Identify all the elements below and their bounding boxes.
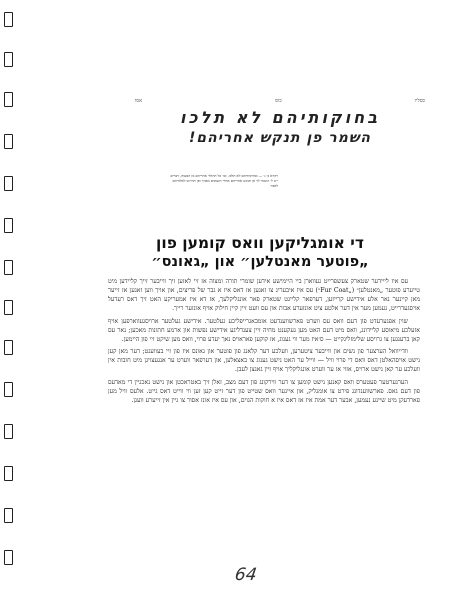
binder-hole — [4, 260, 13, 275]
body-paragraph: שוין אפגערעדט פון דעם וואס עס ווערט פארשווענדעט אומבאגרייפליכע געלטער. אידישע געלטער ארויסגעווארפען אויף אזעלכע מיאוסע קליידונג, וואס מיט דעם האט מען געקענט מחיה זיין צענדליגע אידישע נפשות און ארמע חתונות מאכען; נאר עס קאן ברענגען צו גרויסע שלימזליגקייט — ס׳איז מער ווי גענוג, אז קוקען פאראויס נאך יעדע פרוי, וואס מען שיקט זיי פון היימען. — [108, 317, 420, 343]
binder-hole — [4, 52, 13, 67]
binder-hole — [4, 424, 13, 439]
body-paragraph: הערנערטער פעטערס וואס קאנען נישט קומען צו דער ווירקונג פון דעם מצב, זאלן זיך באטראכטן און נישט נאכגיין די מאדעס פון דעם גאס. פארשווענדונג פירט צו אומגליק, און איינער וואס שטייט פון דער זייט קען זען ווי ווייט דאס גייט. אלעס וויל מען פארדעקן מיט שיינע נעמען, אבער דער אמת איז אז דאס איז א חוקות הגוים, און עס איז אונז אסור צו גיין אין זייערע וועגן. — [108, 378, 420, 404]
binder-hole — [4, 92, 13, 107]
header-label: אסו — [135, 98, 143, 104]
body-paragraph: עס איז לייידער שטארק צעשפרייט געווארן ביי היימישע אידען שומרי תורה ומצוה אז זיי לאזען זיך ווייבער זייך קליידען מיט טייערע פוטער „מאנטלען״ („Fur Coat״) עס איז איבעריג צו זאגען אז דאס איז א גבר של פריצים, און אויך ווען זאגען אז זייער מאן קיינער נאר אלע אידישע קרייזען, דערפאר קלייגט שטארק פאר אונגליקלעך, אז דא איז אמעריקע האט זיך דאס רעדעל אויסגעדרייט, נעמען מער אין דער אלטע ציט אונזערע אבות און עס וועט זיין קיין חילוק אויף אונזער רייך. — [108, 278, 420, 313]
binder-hole — [4, 12, 13, 27]
binder-hole — [4, 466, 13, 481]
binder-hole — [4, 382, 13, 397]
article-title-line-1: די אומגליקען וואס קומען פון — [156, 234, 364, 252]
header-label: כוס — [275, 98, 282, 104]
header-small-labels — [135, 98, 425, 104]
binder-hole — [4, 550, 13, 565]
document-page — [40, 50, 446, 590]
binder-holes — [4, 0, 16, 600]
binder-hole — [4, 134, 13, 149]
article-body — [108, 277, 420, 408]
source-note: ויקרא כ׳ ג׳ — ובחוקותיהם לא תלכו, ובו׳ כל ההולך אחריהם מן המצוה, דברים י״ב ל׳ השמר לך פן תנקש אחריהם אחרי השמדם מפניך ופן תדרוש לאלהיהם לאמר — [170, 174, 278, 188]
motto-line-1: בחוקותיהם לא תלכו — [180, 108, 380, 127]
header-label: כסליו — [414, 98, 425, 104]
binder-hole — [4, 340, 13, 355]
body-paragraph: וודייוואל הערצער פון נשים און ווייבער ציטערען, וועלכע דער קלאנג פון פוטער און גאונס איז פון זיי בעוועגט; דער מאן קען נישט אויסהאלטן דאס וואס די פרוי וויל — ווייל ער האט נישט גענוג צו באצאלען, און דערפאר ווערט ער אנגעצויגן מיט חובות אין וועלכע ער קאן נישט ארויס, אזוי אז ער ווערט אונגליקליך אויף זיין גאנצן לעבן. — [108, 348, 420, 374]
binder-hole — [4, 218, 13, 233]
article-title-line-2: „פוטער מאנטלען״ און „גאונס״ — [151, 254, 369, 270]
binder-hole — [4, 508, 13, 523]
motto-line-2: השמר פן תנקש אחריהם! — [188, 130, 372, 146]
page-number: 64 — [233, 565, 259, 585]
binder-hole — [4, 300, 13, 315]
binder-hole — [4, 176, 13, 191]
